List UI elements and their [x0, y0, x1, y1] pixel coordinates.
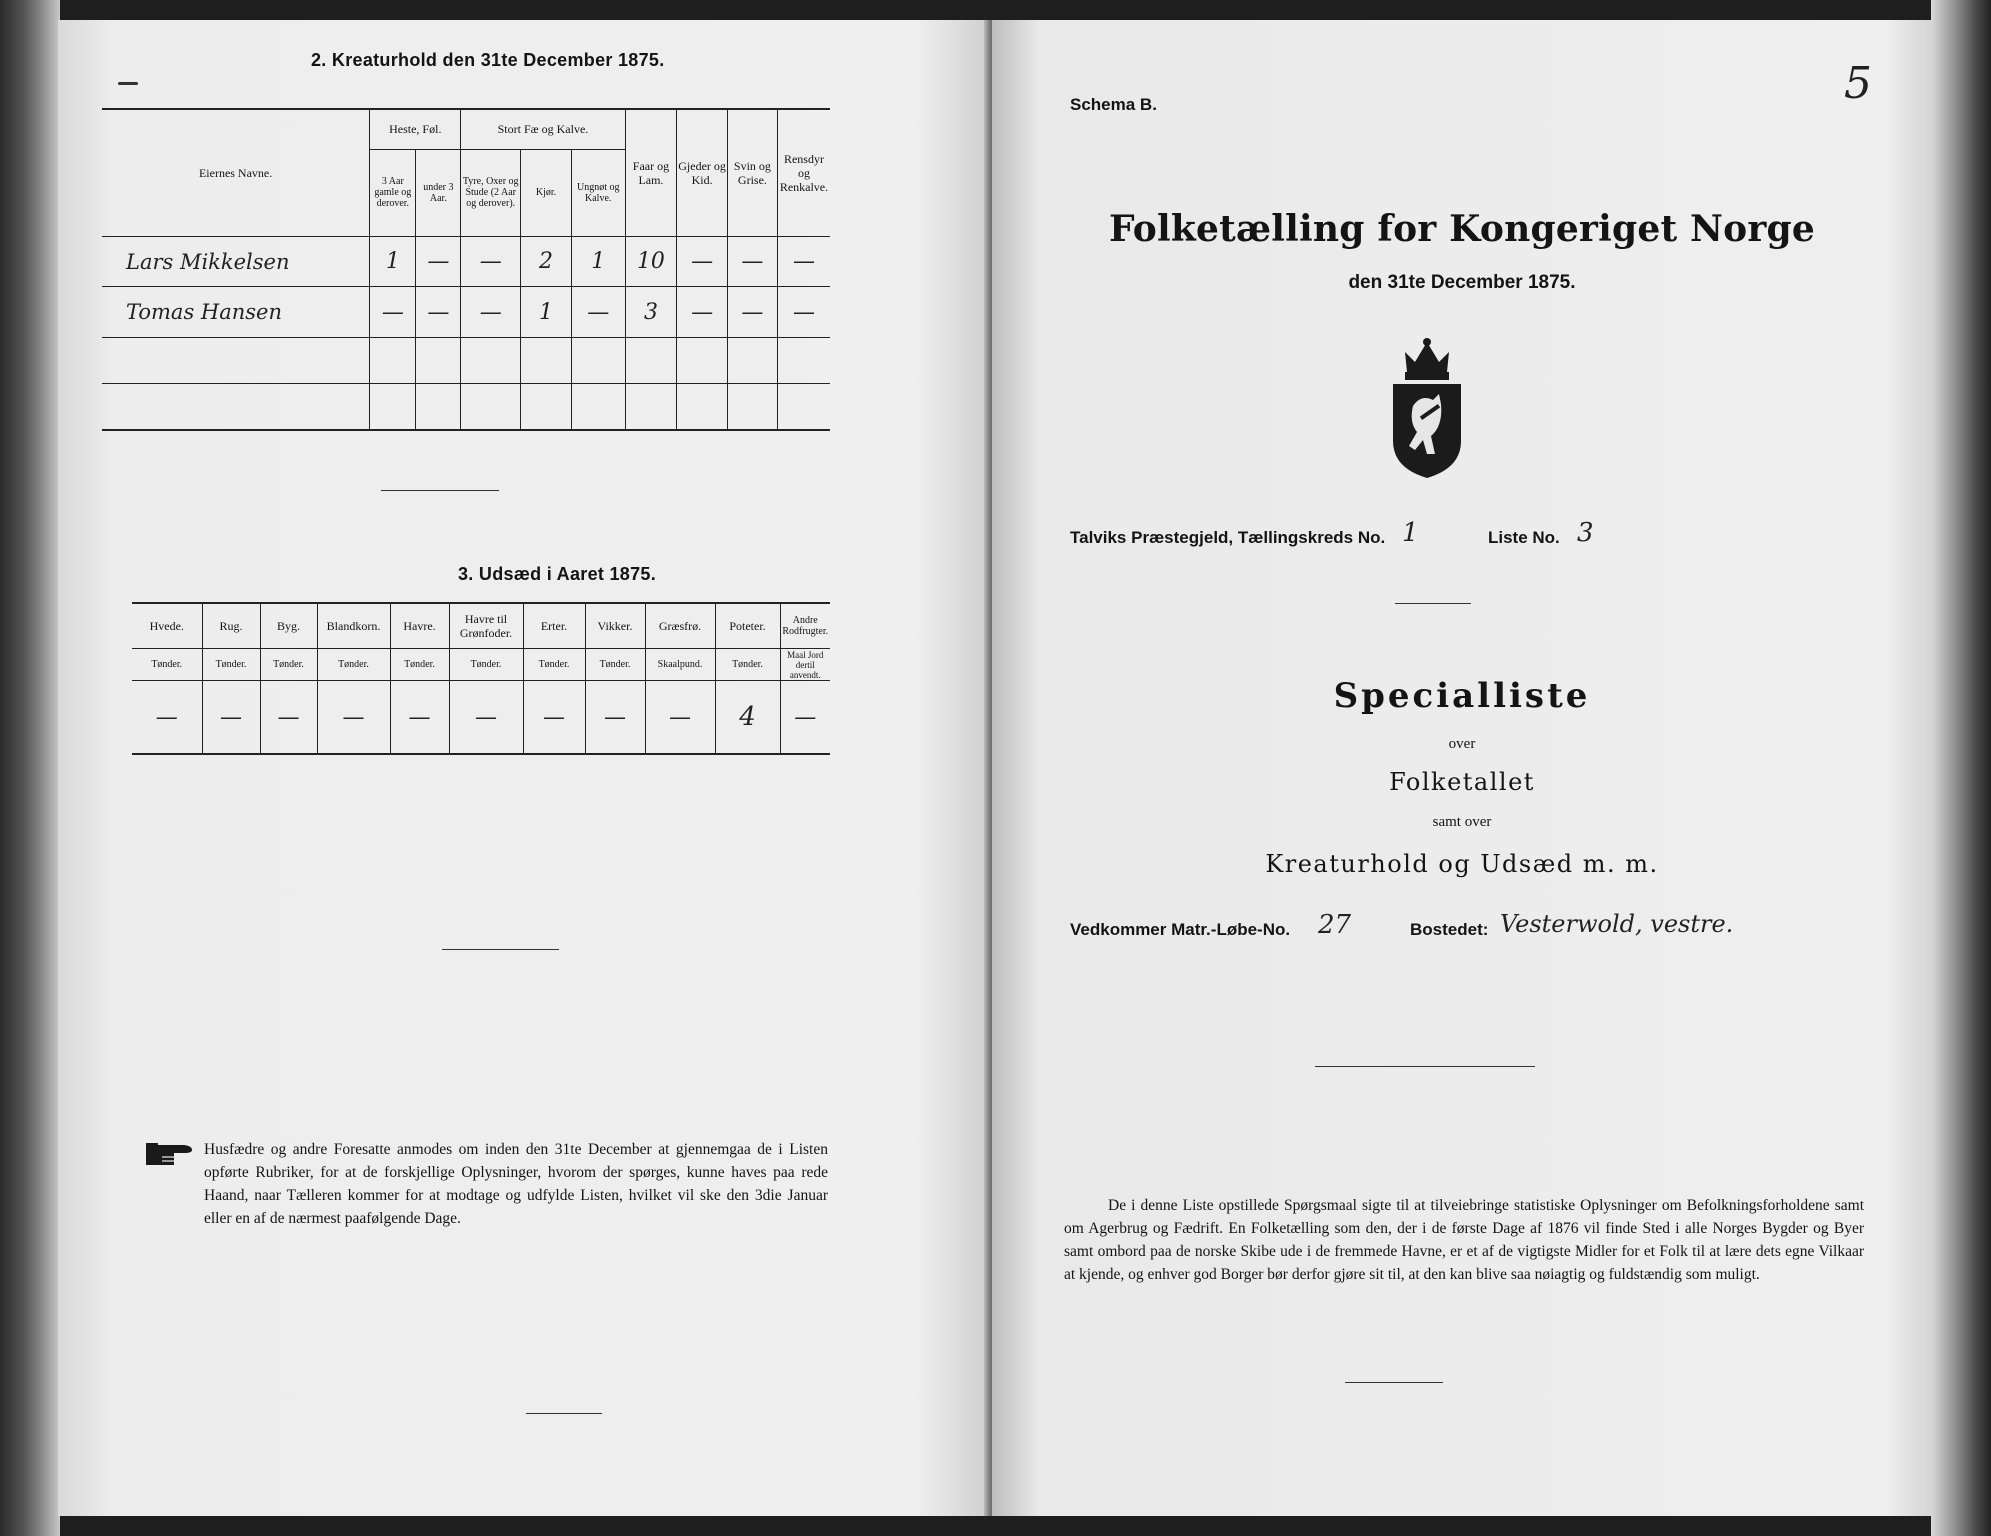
separator-rule — [442, 949, 559, 950]
seed-col-header: Poteter. — [715, 603, 780, 649]
value-cell: — — [677, 237, 728, 287]
livestock-table — [102, 108, 830, 431]
seed-unit: Tønder. — [715, 649, 780, 681]
young-cattle-header: Ungnøt og Kalve. — [571, 149, 625, 237]
census-title: Folketælling for Kongeriget Norge — [1109, 208, 1815, 250]
seed-value: — — [390, 681, 449, 754]
value-cell: — — [571, 287, 625, 338]
separator-rule — [526, 1413, 602, 1414]
value-cell: 1 — [521, 287, 572, 338]
horse-young-header: under 3 Aar. — [416, 149, 461, 237]
separator-rule — [1315, 1066, 1535, 1067]
cows-header: Kjør. — [521, 149, 572, 237]
seed-col-header: Græsfrø. — [645, 603, 715, 649]
matr-label: Vedkommer Matr.-Løbe-No. — [1070, 920, 1291, 939]
bulls-header: Tyre, Oxer og Stude (2 Aar og derover). — [461, 149, 521, 237]
seed-col-header: Rug. — [202, 603, 260, 649]
coat-of-arms-icon — [1387, 336, 1467, 481]
horses-header: Heste, Føl. — [370, 109, 461, 149]
seed-col-header: Blandkorn. — [317, 603, 390, 649]
left-notice: Husfædre og andre Foresatte anmodes om inden den 31te December at gjennemgaa de i Listen opførte Rubriker, for at de forskjellige Oplysninger, hvorom der spørges, kunne haves paa rede Haand, naar Tælleren kommer for at modtage og udfylde Listen, hvilket vil ske den 3die Januar eller en af de nærmest paafølgende Dage. — [204, 1141, 828, 1227]
value-cell: 1 — [370, 237, 416, 287]
district-number: 1 — [1402, 518, 1419, 548]
seed-value: — — [585, 681, 645, 754]
seed-col-header: Vikker. — [585, 603, 645, 649]
list-label: Liste No. — [1488, 528, 1560, 547]
owner-header: Eiernes Navne. — [102, 109, 370, 237]
seed-unit: Tønder. — [449, 649, 523, 681]
over-text: over — [1448, 736, 1476, 752]
book-edge-right — [1931, 0, 1991, 1536]
seed-unit: Tønder. — [390, 649, 449, 681]
seed-table — [132, 602, 830, 755]
separator-rule — [1345, 1382, 1443, 1383]
seed-unit: Tønder. — [260, 649, 317, 681]
seed-unit: Maal Jord dertil anvendt. — [780, 649, 830, 681]
bosted-label: Bostedet: — [1410, 920, 1489, 939]
section2-title: 2. Kreaturhold den 31te December 1875. — [311, 50, 665, 70]
table-row — [102, 237, 830, 287]
separator-rule — [381, 490, 499, 491]
horse-old-header: 3 Aar gamle og derover. — [370, 149, 416, 237]
kreaturhold-text: Kreaturhold og Udsæd m. m. — [1265, 850, 1659, 878]
cattle-header: Stort Fæ og Kalve. — [461, 109, 625, 149]
separator-rule — [1395, 603, 1471, 604]
folketallet-text: Folketallet — [1389, 768, 1535, 796]
seed-col-header: Hvede. — [132, 603, 202, 649]
seed-value: — — [645, 681, 715, 754]
seed-value: — — [780, 681, 830, 754]
seed-value: — — [317, 681, 390, 754]
value-cell: 3 — [625, 287, 677, 338]
census-date: den 31te December 1875. — [1348, 272, 1576, 293]
pointing-hand-icon — [144, 1137, 196, 1169]
value-cell: — — [416, 287, 461, 338]
reindeer-header: Rensdyr og Renkalve. — [777, 109, 830, 237]
specialliste-heading: Specialliste — [1333, 676, 1591, 716]
seed-unit: Tønder. — [202, 649, 260, 681]
list-number: 3 — [1577, 518, 1594, 548]
owner-cell: Lars Mikkelsen — [102, 237, 370, 287]
value-cell: — — [777, 237, 830, 287]
seed-unit: Tønder. — [132, 649, 202, 681]
seed-col-header: Havre. — [390, 603, 449, 649]
seed-value: — — [523, 681, 585, 754]
value-cell: 10 — [625, 237, 677, 287]
seed-unit: Skaalpund. — [645, 649, 715, 681]
seed-unit: Tønder. — [317, 649, 390, 681]
table-row — [102, 338, 830, 384]
value-cell: 1 — [571, 237, 625, 287]
seed-col-header: Havre til Grønfoder. — [449, 603, 523, 649]
value-cell: — — [416, 237, 461, 287]
page-number: 5 — [1844, 58, 1872, 109]
parish-label: Talviks Præstegjeld, Tællingskreds No. — [1070, 528, 1386, 547]
seed-value: — — [132, 681, 202, 754]
matr-number: 27 — [1318, 910, 1352, 940]
value-cell: 2 — [521, 237, 572, 287]
bosted-value: Vesterwold, vestre. — [1500, 910, 1734, 938]
seed-value: — — [202, 681, 260, 754]
book-edge-left — [0, 0, 60, 1536]
seed-value: — — [260, 681, 317, 754]
value-cell: — — [370, 287, 416, 338]
seed-col-header: Andre Rodfrugter. — [780, 603, 830, 649]
dash-mark — [118, 82, 138, 85]
table-row — [132, 681, 830, 754]
value-cell: — — [777, 287, 830, 338]
seed-col-header: Byg. — [260, 603, 317, 649]
value-cell: — — [461, 237, 521, 287]
seed-value: — — [449, 681, 523, 754]
right-page — [992, 20, 1932, 1516]
schema-label: Schema B. — [1070, 95, 1157, 114]
owner-cell: Tomas Hansen — [102, 287, 370, 338]
sheep-header: Faar og Lam. — [625, 109, 677, 237]
value-cell: — — [461, 287, 521, 338]
table-row — [102, 287, 830, 338]
samt-over-text: samt over — [1432, 814, 1492, 830]
left-page — [58, 20, 990, 1516]
value-cell: — — [677, 287, 728, 338]
table-row — [102, 384, 830, 430]
section3-title: 3. Udsæd i Aaret 1875. — [458, 564, 657, 584]
seed-unit: Tønder. — [523, 649, 585, 681]
right-notice: De i denne Liste opstillede Spørgsmaal sigte til at tilveiebringe statistiske Oplysninger om Befolkningsforholdene samt om Agerbrug og Fædrift. En Folketælling som den, der i de første Dage af 1876 vil finde Sted i alle Norges Bygder og Byer samt ombord paa de norske Skibe ude i de fremmede Havne, er et af de vigtigste Midler for et Folk til at lære dets egne Vilkaar at kjende, og enhver god Borger bør derfor gjøre sit til, at den kan blive saa nøiagtig og fuldstændig som muligt. — [1064, 1197, 1864, 1283]
seed-col-header: Erter. — [523, 603, 585, 649]
seed-unit: Tønder. — [585, 649, 645, 681]
goats-header: Gjeder og Kid. — [677, 109, 728, 237]
seed-value: 4 — [715, 681, 780, 754]
value-cell: — — [727, 237, 777, 287]
pigs-header: Svin og Grise. — [727, 109, 777, 237]
value-cell: — — [727, 287, 777, 338]
